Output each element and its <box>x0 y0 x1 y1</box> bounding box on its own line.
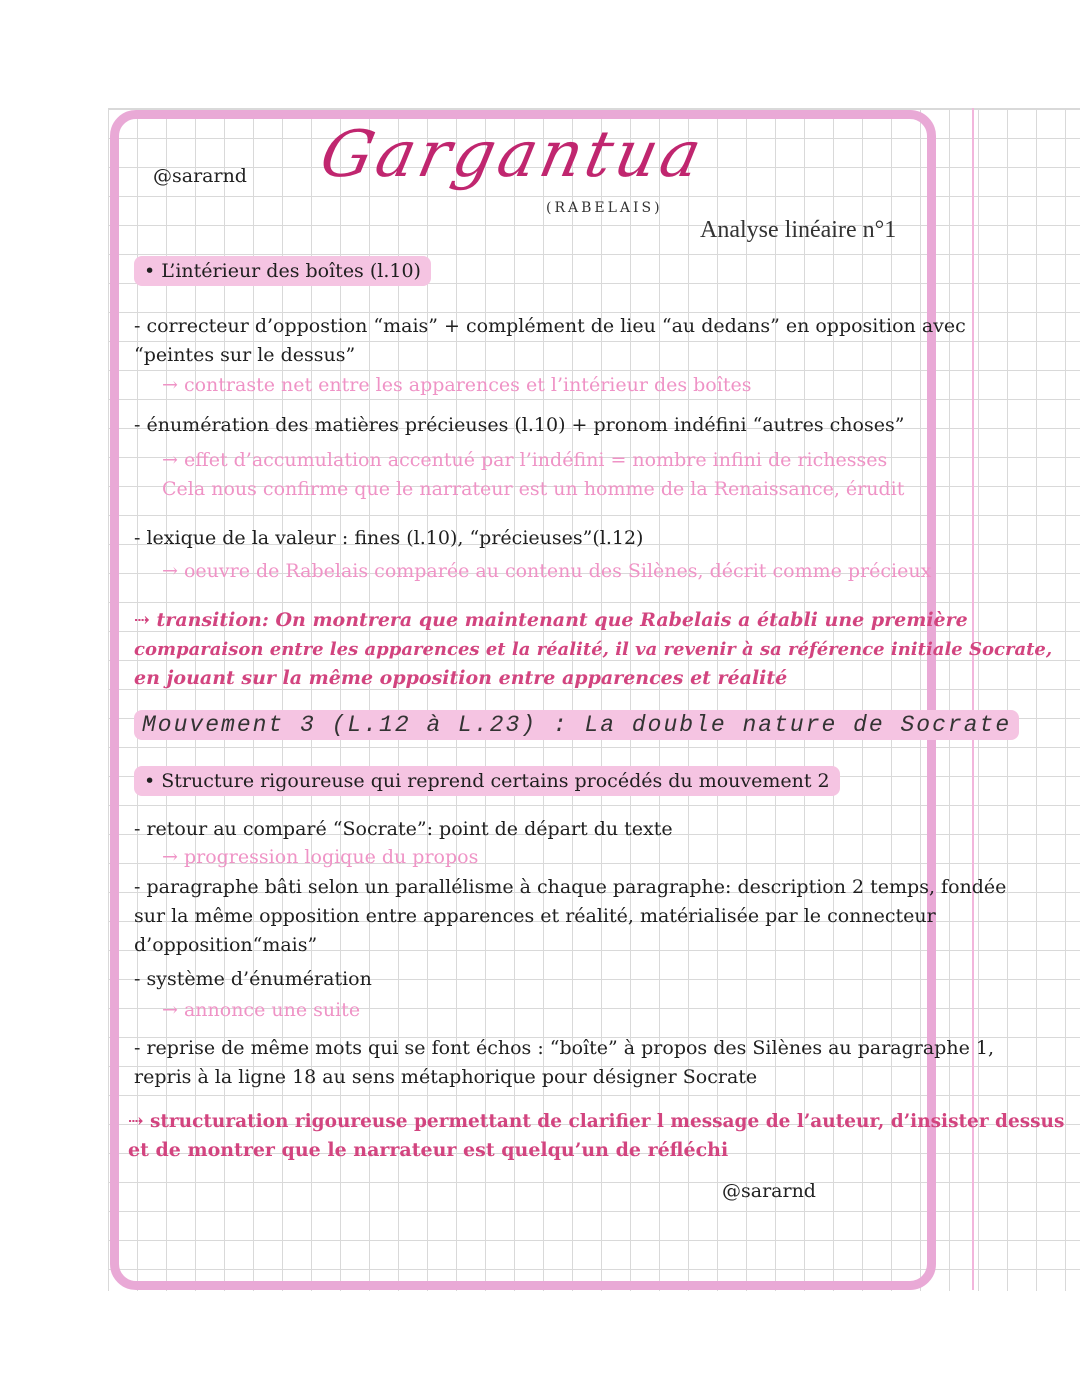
bullet-line: - correcteur d’oppostion “mais” + complément de lieu “au dedans” en opposition avec <box>134 315 966 337</box>
bullet-line: repris à la ligne 18 au sens métaphorique pour désigner Socrate <box>134 1066 758 1088</box>
conclusion-line: ⇢ structuration rigoureuse permettant de clarifier l message de l’auteur, d’insister dessus <box>128 1111 1065 1132</box>
analyse-label: Analyse linéaire n°1 <box>700 217 897 243</box>
note-line: Cela nous confirme que le narrateur est un homme de la Renaissance, érudit <box>162 478 905 500</box>
arrow-note: → effet d’accumulation accentué par l’indéfini = nombre infini de richesses <box>162 449 888 471</box>
mouvement-heading: Mouvement 3 (L.12 à L.23) : La double nature de Socrate <box>134 710 1019 740</box>
handle-bottom: @sararnd <box>722 1180 816 1202</box>
bullet-line: - retour au comparé “Socrate”: point de départ du texte <box>134 818 673 840</box>
bullet-line: “peintes sur le dessus” <box>134 344 356 366</box>
transition-line: comparaison entre les apparences et la réalité, il va revenir à sa référence initiale Socrate, <box>134 639 1053 660</box>
handle-top: @sararnd <box>153 165 247 187</box>
page-title: Gargantua <box>314 118 712 192</box>
section-heading-structure: • Structure rigoureuse qui reprend certains procédés du mouvement 2 <box>134 766 840 796</box>
bullet-line: - lexique de la valeur : fines (l.10), “précieuses”(l.12) <box>134 527 644 549</box>
bullet-line: - reprise de même mots qui se font échos : “boîte” à propos des Silènes au paragraphe 1, <box>134 1037 994 1059</box>
section-heading-interieur: • L’intérieur des boîtes (l.10) <box>134 256 431 286</box>
arrow-note: → progression logique du propos <box>162 846 479 868</box>
arrow-note: → oeuvre de Rabelais comparée au contenu des Silènes, décrit comme précieux <box>162 560 932 582</box>
transition-line: ⇢ transition: On montrera que maintenant que Rabelais a établi une première <box>134 609 968 631</box>
arrow-note: → contraste net entre les apparences et l’intérieur des boîtes <box>162 374 752 396</box>
author: (RABELAIS) <box>546 200 663 216</box>
bullet-line: - énumération des matières précieuses (l.10) + pronom indéfini “autres choses” <box>134 414 905 436</box>
bullet-line: d’opposition“mais” <box>134 934 318 956</box>
arrow-note: → annonce une suite <box>162 999 361 1021</box>
conclusion-line: et de montrer que le narrateur est quelqu’un de réfléchi <box>128 1139 729 1161</box>
bullet-line: - paragraphe bâti selon un parallélisme à chaque paragraphe: description 2 temps, fondée <box>134 876 1007 898</box>
bullet-line: sur la même opposition entre apparences et réalité, matérialisée par le connecteur <box>134 905 936 927</box>
transition-line: en jouant sur la même opposition entre apparences et réalité <box>134 667 788 689</box>
bullet-line: - système d’énumération <box>134 968 372 990</box>
